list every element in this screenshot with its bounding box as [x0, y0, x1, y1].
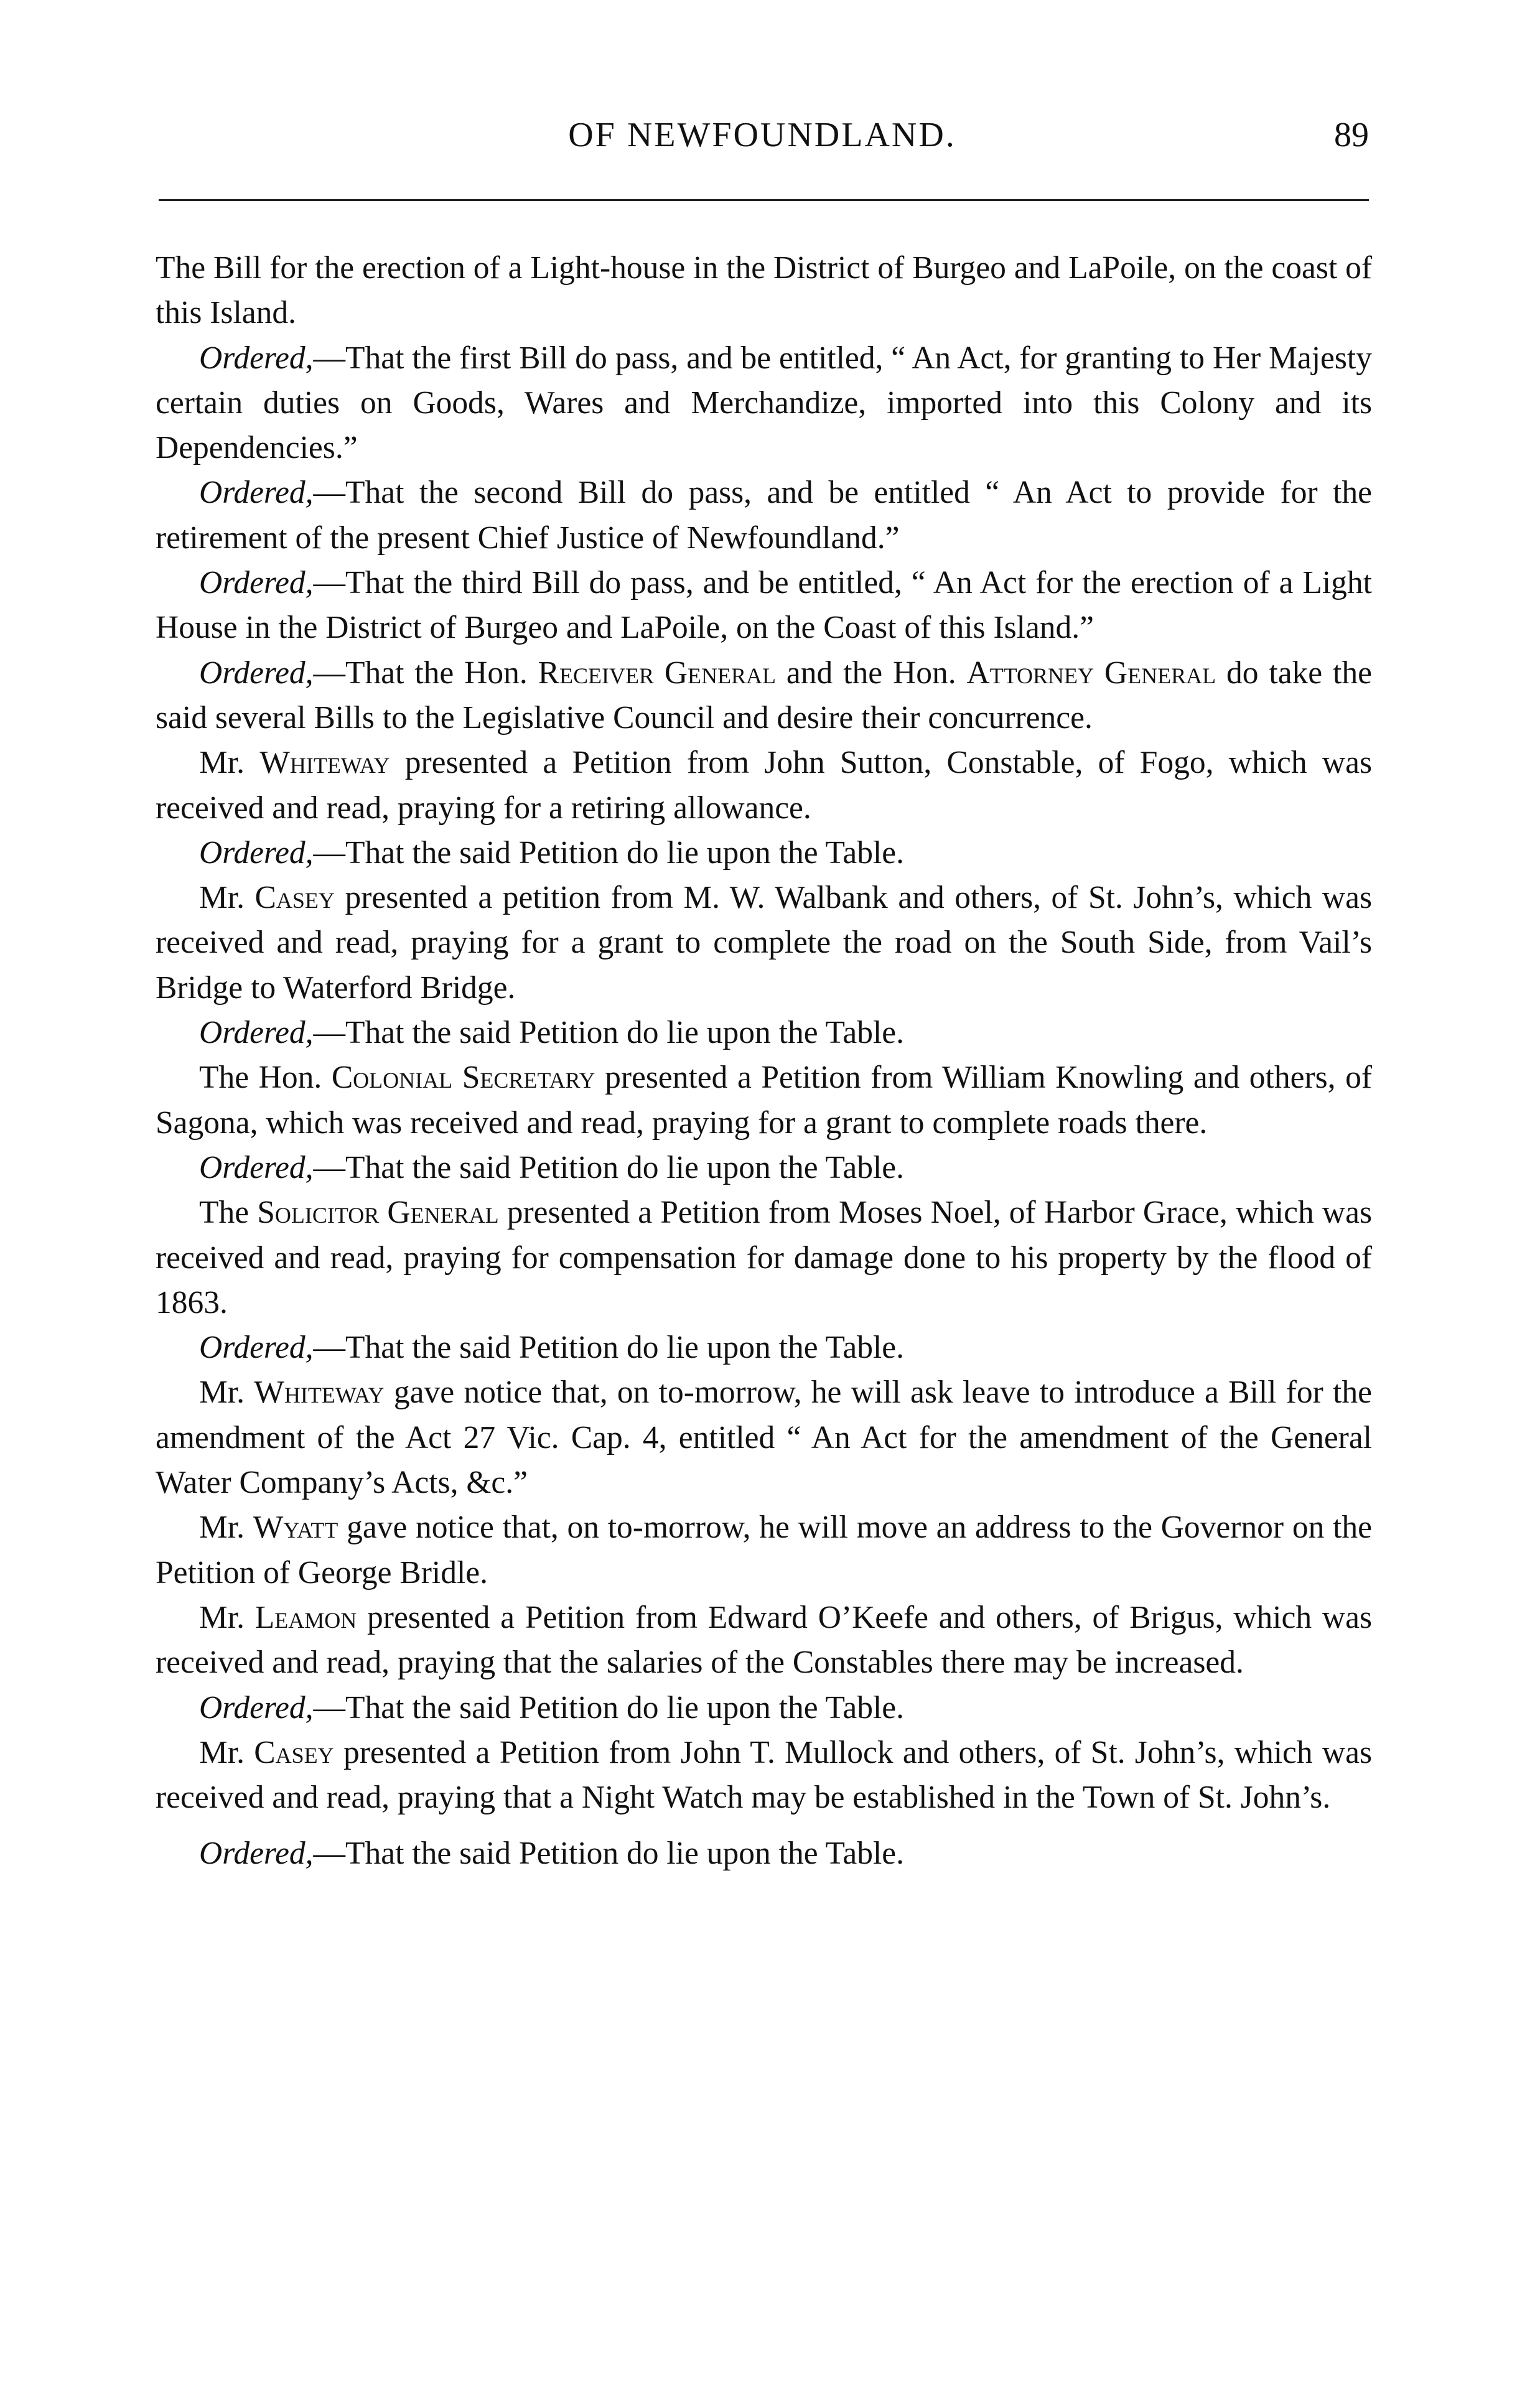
- paragraph-text: —That the said Petition do lie upon the Table.: [313, 834, 905, 871]
- member-name: Casey: [254, 880, 335, 916]
- ordered-label: Ordered,: [199, 655, 314, 691]
- office-name: Colonial Secretary: [331, 1060, 595, 1096]
- running-title: OF NEWFOUNDLAND.: [568, 116, 956, 154]
- paragraph-petition-noel: [156, 1190, 1372, 1325]
- ordered-label: Ordered,: [199, 1689, 314, 1726]
- paragraph-text: —That the said Petition do lie upon the Table.: [313, 1330, 905, 1366]
- paragraph-text: Mr.: [199, 1599, 255, 1635]
- paragraph-petition-okeefe: [156, 1595, 1372, 1686]
- paragraph-text: presented a petition from M. W. Walbank and others, of St. John’s, which was received and read, praying for a grant to complete the road on the South Side, from Vail’s Bridge to Waterford Bridge.: [156, 880, 1372, 1006]
- member-name: Whiteway: [259, 745, 390, 781]
- member-name: Casey: [254, 1734, 334, 1770]
- paragraph-ordered-bills-to-council: [156, 651, 1372, 741]
- paragraph-text: presented a Petition from Moses Noel, of Harbor Grace, which was received and read, praying for compensation for damage done to his property by the flood of 1863.: [156, 1195, 1373, 1320]
- paragraph-text: presented a Petition from William Knowling and others, of Sagona, which was received and read, praying for a grant to complete roads there.: [156, 1060, 1373, 1141]
- paragraph-ordered-table: [156, 1146, 1372, 1190]
- paragraph-text: —That the said Petition do lie upon the Table.: [313, 1149, 905, 1185]
- paragraph-bill-title: [156, 246, 1372, 336]
- paragraph-ordered-table: [156, 831, 1372, 876]
- paragraph-text: do take the said several Bills to the Legislative Council and desire their concurrence.: [156, 655, 1372, 736]
- paragraph-text: and the Hon.: [776, 655, 967, 691]
- running-head: [156, 115, 1369, 165]
- header-rule: [159, 199, 1369, 201]
- paragraph-text: Mr.: [199, 1510, 253, 1546]
- paragraph-text: Mr.: [199, 745, 260, 781]
- paragraph-notice-bridle: [156, 1505, 1372, 1595]
- ordered-label: Ordered,: [199, 1330, 314, 1366]
- paragraph-text: —That the first Bill do pass, and be entitled, “ An Act, for granting to Her Majesty certain duties on Goods, Wares and Merchandize, imported into this Colony and its Dependencies.”: [156, 340, 1372, 466]
- paragraph-ordered-second-bill: [156, 470, 1372, 561]
- paragraph-text: presented a Petition from John T. Mullock and others, of St. John’s, which was received and read, praying that a Night Watch may be established in the Town of St. John’s.: [156, 1734, 1372, 1816]
- paragraph-petition-sutton: [156, 740, 1372, 831]
- body-text: [156, 246, 1372, 1877]
- paragraph-text: The Bill for the erection of a Light-house in the District of Burgeo and LaPoile, on the coast of this Island.: [156, 250, 1372, 331]
- ordered-label: Ordered,: [199, 340, 314, 376]
- paragraph-text: —That the said Petition do lie upon the Table.: [313, 1836, 905, 1872]
- paragraph-text: presented a Petition from John Sutton, Constable, of Fogo, which was received and read, praying for a retiring allowance.: [156, 745, 1372, 826]
- paragraph-text: presented a Petition from Edward O’Keefe and others, of Brigus, which was received and read, praying that the salaries of the Constables there may be increased.: [156, 1599, 1372, 1681]
- paragraph-ordered-first-bill: [156, 336, 1372, 471]
- paragraph-text: The Hon.: [199, 1060, 332, 1096]
- office-name: Receiver General: [538, 655, 777, 691]
- paragraph-text: —That the said Petition do lie upon the Table.: [313, 1015, 905, 1051]
- member-name: Whiteway: [254, 1375, 385, 1411]
- paragraph-ordered-table: [156, 1011, 1372, 1055]
- paragraph-text: gave notice that, on to-morrow, he will ask leave to introduce a Bill for the amendment of the Act 27 Vic. Cap. 4, entitled “ An Act for the amendment of the General Water Company’s Acts, &c.”: [156, 1375, 1372, 1501]
- paragraph-petition-walbank: [156, 876, 1372, 1011]
- page-number: 89: [1334, 116, 1369, 154]
- ordered-label: Ordered,: [199, 565, 314, 601]
- office-name: Solicitor General: [257, 1195, 499, 1231]
- paragraph-petition-mullock: [156, 1730, 1372, 1821]
- paragraph-text: Mr.: [199, 880, 255, 916]
- paragraph-text: —That the second Bill do pass, and be entitled “ An Act to provide for the retirement of the present Chief Justice of Newfoundland.”: [156, 475, 1372, 556]
- paragraph-text: The: [199, 1195, 258, 1231]
- paragraph-text: —That the said Petition do lie upon the Table.: [313, 1689, 905, 1726]
- ordered-label: Ordered,: [199, 1015, 314, 1051]
- ordered-label: Ordered,: [199, 834, 314, 871]
- ordered-label: Ordered,: [199, 1836, 314, 1872]
- paragraph-text: —That the third Bill do pass, and be entitled, “ An Act for the erection of a Light House in the District of Burgeo and LaPoile, on the Coast of this Island.”: [156, 565, 1372, 646]
- paragraph-ordered-third-bill: [156, 561, 1372, 651]
- member-name: Leamon: [254, 1599, 357, 1635]
- paragraph-text: Mr.: [199, 1734, 254, 1770]
- paragraph-ordered-table: [156, 1686, 1372, 1730]
- member-name: Wyatt: [253, 1510, 338, 1546]
- office-name: Attorney General: [966, 655, 1216, 691]
- paragraph-text: Mr.: [199, 1375, 254, 1411]
- ordered-label: Ordered,: [199, 475, 314, 511]
- paragraph-notice-water-company: [156, 1370, 1372, 1505]
- paragraph-ordered-table: [156, 1831, 1372, 1876]
- paragraph-text: gave notice that, on to-morrow, he will move an address to the Governor on the Petition of George Bridle.: [156, 1510, 1372, 1590]
- paragraph-petition-knowling: [156, 1055, 1372, 1146]
- paragraph-text: —That the Hon.: [313, 655, 538, 691]
- ordered-label: Ordered,: [199, 1149, 314, 1185]
- paragraph-ordered-table: [156, 1325, 1372, 1370]
